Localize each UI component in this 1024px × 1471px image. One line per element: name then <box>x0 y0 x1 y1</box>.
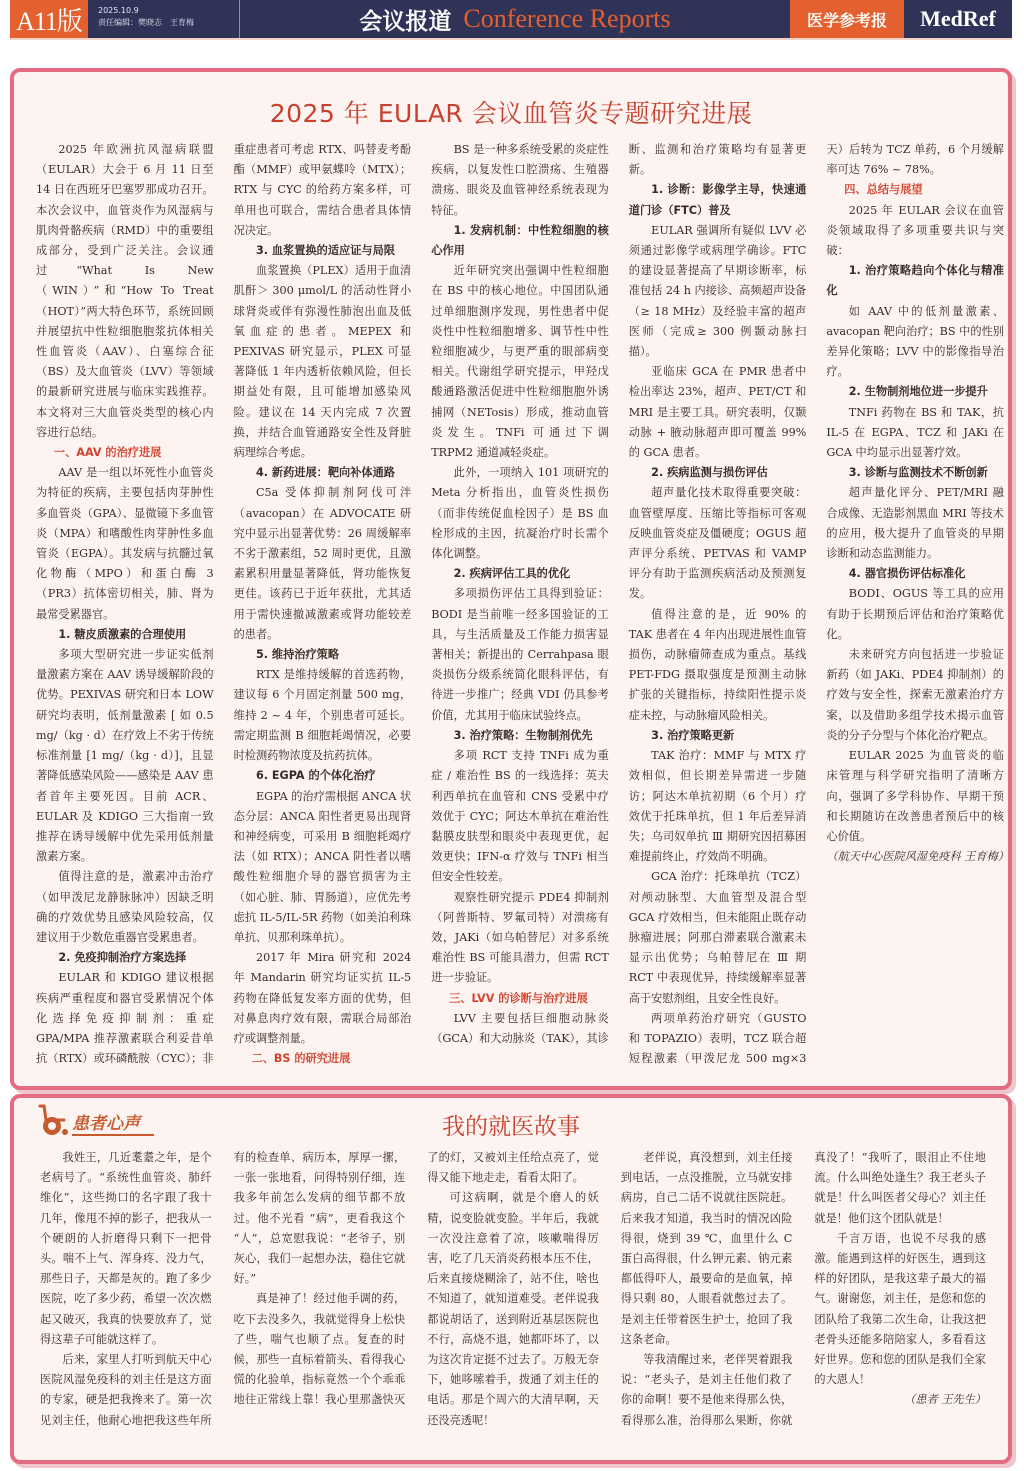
article-paragraph: 2025 年欧洲抗风湿病联盟（EULAR）大会于 6 月 11 日至 14 日在西班牙巴塞罗那成功召开。本次会议中，血管炎作为风湿病与肌肉骨骼疾病（RMD）中的重要组成部分，受到广泛关注。会议通过“What Is New（WIN）”和“How To Treat（HOT）”两大特色环节，系统回顾并展望抗中性粒细胞胞浆抗体相关性血管炎（AAV）、白塞综合征（BS）及大血管炎（LVV）等领域的最新研究进展与临床实践推荐。本文将对三大血管炎类型的核心内容进行总结。 <box>36 143 214 439</box>
masthead-divider <box>10 38 1012 40</box>
subsection-heading: 1. 治疗策略趋向个体化与精准化 <box>826 264 1004 298</box>
article-paragraph: LVV 主要包括巨细胞动脉炎（GCA）和大动脉炎（TAK），其诊断、监测和治疗策略均有显著更新。 <box>431 143 807 1045</box>
article-paragraph: 超声量化评分、PET/MRI 融合成像、无造影剂黑血 MRI 等技术的应用，极大提升了血管炎的早期诊断和动态监测能力。 <box>826 486 1004 561</box>
subsection-heading: 4. 新药进展：靶向补体通路 <box>255 466 395 480</box>
article-paragraph: 血浆置换（PLEX）适用于血清肌酐＞ 300 μmol/L 的活动性肾小球肾炎或伴有弥漫性肺泡出血及低氧血症的患者。MEPEX 和 PEXIVAS 研究显示，PLEX 可显著降低 1 年内透析依赖风险，但长期益处有限，且可能增加感染风险。建议在 14 天内完成 7 次置换，并结合血管通路安全性及肾脏病理综合考虑。 <box>233 264 412 460</box>
article-panel <box>10 68 1012 1090</box>
story-paragraph: 可这病啊，就是个磨人的妖精，说变脸就变脸。半年后，我就一次没注意着了凉，咳嗽喘得厉害，吃了几天消炎药根本压不住，后来直接烧糊涂了，站不住，啥也不知道了，就知道难受。老伴说我都说胡话了，送到附近基层医院也不行，高烧不退，她都吓坏了，以为这次肯定挺不过去了。万般无奈下，她哆嗦着手，拨通了刘主任的电话。那是个周六的大清早啊，天还没亮透呢！ <box>427 1191 599 1427</box>
article-paragraph: EULAR 2025 为血管炎的临床管理与科学研究指明了清晰方向，强调了多学科协作、早期干预和长期随访在改善患者预后中的核心价值。 <box>826 749 1004 843</box>
story-body <box>40 1148 986 1448</box>
masthead <box>10 0 1012 38</box>
author-byline: （航天中心医院风湿免疫科 王育梅） <box>826 850 1009 864</box>
article-paragraph: 2017 年 Mira 研究和 2024 年 Mandarin 研究均证实抗 IL-5 药物在降低复发率方面的优势，但对鼻息肉疗效有限，需联合局部治疗或调整剂量。 <box>233 951 412 1045</box>
article-paragraph: BS 是一种多系统受累的炎症性疾病，以复发性口腔溃疡、生殖器溃疡、眼炎及血管神经系统表现为特征。 <box>431 143 609 217</box>
story-paragraph: 等我清醒过来，老伴哭着跟我说：“老头子，是刘主任他们救了你的命啊！要不是他来得那么快，看得那么准，治得那么果断，你就真没了！”我听了，眼泪止不住地流。什么叫绝处逢生？我王老头子就是！什么叫医者父母心？刘主任就是！他们这个团队就是！ <box>620 1151 986 1427</box>
subsection-heading: 6. EGPA 的个体化治疗 <box>255 769 376 783</box>
article-paragraph: 两项单药治疗研究（GUSTO 和 TOPAZIO）表明，TCZ 联合超短程激素（甲泼尼龙 500 mg×3 天）后转为 TCZ 单药，6 个月缓解率可达 76% ~ 78%。 <box>628 143 1004 1066</box>
story-paragraph: 后来，家里人打听到航天中心医院风湿免疫科的刘主任是这方面的专家，硬是把我搀来了。第一次见刘主任，他耐心地把我这些年所有的检查单、病历本，厚厚一摞，一张一张地看，问得特别仔细，连我多年前怎么发病的细节都不放过。他不光看 “病”，更看我这个 “人”，总宽慰我说：“老爷子，别灰心，我们一起想办法，稳住它就好。” <box>40 1151 406 1427</box>
subsection-heading: 2. 疾病监测与损伤评估 <box>651 466 768 480</box>
editors-line: 责任编辑：樊晓志 王育梅 <box>98 18 194 27</box>
story-panel <box>10 1094 1012 1464</box>
subsection-heading: 5. 维持治疗策略 <box>255 648 340 662</box>
article-paragraph: TNFi 药物在 BS 和 TAK，抗 IL-5 在 EGPA、TCZ 和 JAKi 在 GCA 中均显示出显著疗效。 <box>826 405 1004 460</box>
subsection-heading: 3. 治疗策略：生物制剂优先 <box>453 728 593 742</box>
article-paragraph: GCA 治疗：托珠单抗（TCZ）对颅动脉型、大血管型及混合型 GCA 疗效相当，但未能阻止既存动脉瘤进展；阿那白滞素联合激素未显示出优势；乌帕替尼在 Ⅲ 期 RCT 中表现优异，持续缓解率显著高于安慰剂组，且安全性良好。 <box>628 870 807 1005</box>
subsection-heading: 2. 生物制剂地位进一步提升 <box>848 385 988 399</box>
section-heading: 一、AAV 的治疗进展 <box>53 446 162 460</box>
article-paragraph: BODI、OGUS 等工具的应用有助于长期预后评估和治疗策略优化。 <box>826 587 1004 641</box>
article-title: 2025 年 EULAR 会议血管炎专题研究进展 <box>269 99 753 128</box>
story-paragraph: 真是神了！经过他手调的药，吃下去没多久，我就觉得身上松快了些，喘气也顺了点。复查的时候，那些一直标着箭头、看得我心慌的化验单，指标竟然一个个乖乖地往正常线上靠！我心里那盏快灭了的灯，又被刘主任给点亮了，觉得又能下地走走，看看太阳了。 <box>233 1151 599 1407</box>
edition-label: A11版 <box>10 0 88 38</box>
article-paragraph: 未来研究方向包括进一步验证新药（如 JAKi、PDE4 抑制剂）的疗效与安全性，探索无激素治疗方案，以及借助多组学技术揭示血管炎的分子分型与个体化治疗靶点。 <box>826 648 1004 742</box>
section-heading: 三、LVV 的诊断与治疗进展 <box>449 991 588 1005</box>
patient-voice-label: 患者心声 <box>72 1109 154 1136</box>
masthead-meta <box>88 0 240 38</box>
brand-logo-en: MedRef <box>920 6 996 31</box>
article-paragraph: 多项大型研究进一步证实低剂量激素方案在 AAV 诱导缓解阶段的优势。PEXIVAS 研究和日本 LOW 研究均表明，低剂量激素 [ 如 0.5 mg/（kg · d）在疗效上不劣于传统标准剂量 [1 mg/（kg · d）]，且显著降低感染风险——感染是 AAV 患者首年主要死因。目前 ACR、EULAR 及 KDIGO 三大指南一致推荐在诱导缓解中优先采用低剂量激素方案。 <box>36 648 214 864</box>
article-paragraph: EULAR 强调所有疑似 LVV 必须通过影像学或病理学确诊。FTC 的建设显著提高了早期诊断率，标准包括 24 h 内接诊、高频超声设备（≥ 18 MHz）及经验丰富的超声医师（完成≥ 300 例颞动脉扫描）。 <box>628 223 807 359</box>
issue-date: 2025.10.9 <box>98 6 139 15</box>
article-paragraph: 亚临床 GCA 在 PMR 患者中检出率达 23%，超声、PET/CT 和 MRI 是主要工具。研究表明，仅颞动脉 + 腋动脉超声即可覆盖 99% 的 GCA 患者。 <box>628 365 807 460</box>
article-paragraph: 值得注意的是，激素冲击治疗（如甲泼尼龙静脉脉冲）因缺乏明确的疗效优势且感染风险较高，仅建议用于少数危重器官受累患者。 <box>36 870 214 944</box>
article-paragraph: 观察性研究提示 PDE4 抑制剂（阿普斯特、罗氟司特）对溃疡有效，JAKi（如乌帕替尼）对多系统难治性 BS 可能具潜力，但需 RCT 进一步验证。 <box>431 890 609 985</box>
subsection-heading: 1. 诊断：影像学主导，快速通道门诊（FTC）普及 <box>628 183 807 217</box>
article-paragraph: EULAR 和 KDIGO 建议根据疾病严重程度和器官受累情况个体化选择免疫抑制剂：重症 GPA/MPA 推荐激素联合利妥昔单抗（RTX）或环磷酰胺（CYC）；非重症患者可考虑 RTX、吗替麦考酚酯（MMF）或甲氨蝶呤（MTX）；RTX 与 CYC 的给药方案多样，可单用也可联合，需结合患者具体情况决定。 <box>36 143 412 1066</box>
section-heading: 四、总结与展望 <box>844 183 923 197</box>
subsection-heading: 3. 诊断与监测技术不断创新 <box>848 466 988 480</box>
story-signature: （患者 王先生） <box>904 1393 986 1407</box>
article-paragraph: 近年研究突出强调中性粒细胞在 BS 中的核心地位。中国团队通过单细胞测序发现，男性患者中促炎性中性粒细胞增多、调节性中性粒细胞减少，与更严重的眼部病变相关。代谢组学研究提示，甲羟戊酸通路激活促进中性粒细胞胞外诱捕网（NETosis）形成，推动血管炎发生。TNFi 可通过下调 TRPM2 通道减轻炎症。 <box>431 264 609 460</box>
section-heading: 二、BS 的研究进展 <box>251 1052 351 1066</box>
article-paragraph: 多项 RCT 支持 TNFi 成为重症 / 难治性 BS 的一线选择：英夫利西单抗在血管和 CNS 受累中疗效优于 CYC；阿达木单抗在难治性黏膜皮肤型和眼炎中表现更优，起效更快；IFN-α 疗效与 TNFi 相当但安全性较差。 <box>431 749 609 884</box>
article-paragraph: 多项损伤评估工具得到验证：BODI 是当前唯一经多国验证的工具，与生活质量及工作能力损害显著相关；新提出的 Cerrahpasa 眼炎损伤分级系统简化眼科评估，有待进一步推广；经典 VDI 仍具参考价值，尤其用于临床试验终点。 <box>431 587 609 722</box>
section-title <box>240 0 790 38</box>
subsection-heading: 1. 糖皮质激素的合理使用 <box>58 627 187 641</box>
brand-logo-cn: 医学参考报 <box>790 0 904 38</box>
story-title: 我的就医故事 <box>442 1114 580 1140</box>
story-paragraph: 千言万语，也说不尽我的感激。能遇到这样的好医生，遇到这样的好团队，是我这辈子最大的福气。谢谢您，刘主任，是您和您的团队给了我第二次生命，让我这把老骨头还能多陪陪家人，多看看这好世界。您和您的团队是我们全家的大恩人！ <box>814 1231 986 1387</box>
subsection-heading: 3. 治疗策略更新 <box>651 728 735 742</box>
story-paragraph: 老伴说，真没想到，刘主任接到电话，一点没推脱，立马就安排病房，自己二话不说就往医院赶。后来我才知道，我当时的情况凶险得很，烧到 39 ℃，血里什么 C 蛋白高得很，什么钾元素、钠元素都低得吓人，最要命的是血氧，掉得只剩 80，人眼看就憋过去了。是刘主任带着医生护士，抢回了我这条老命。 <box>620 1151 793 1346</box>
article-paragraph: AAV 是一组以坏死性小血管炎为特征的疾病，主要包括肉芽肿性多血管炎（GPA）、显微镜下多血管炎（MPA）和嗜酸性肉芽肿性多血管炎（EGPA）。其发病与抗髓过氧化物酶（MPO）和蛋白酶 3（PR3）抗体密切相关，肺、肾为最常受累器官。 <box>36 466 214 621</box>
article-paragraph: 此外，一项纳入 101 项研究的 Meta 分析指出，血管炎性损伤（而非传统促血栓因子）是 BS 血栓形成的主因，抗凝治疗时长需个体化调整。 <box>431 466 609 561</box>
article-body <box>36 140 1009 1080</box>
subsection-heading: 1. 发病机制：中性粒细胞的核心作用 <box>431 223 609 258</box>
subsection-heading: 4. 器官损伤评估标准化 <box>848 567 966 581</box>
article-paragraph: C5a 受体抑制剂阿伐可泮（avacopan）在 ADVOCATE 研究中显示出显著优势：26 周缓解率不劣于激素组，52 周时更优，且激素累积用量显著降低，肾功能恢复更佳。该药已于近年获批，尤其适用于需快速撤减激素或肾功能较差的患者。 <box>233 486 412 641</box>
section-title-en: Conference Reports <box>463 4 671 33</box>
subsection-heading: 2. 免疫抑制治疗方案选择 <box>58 951 187 965</box>
story-paragraph: 我姓王，几近耄耋之年，是个老病号了。“系统性血管炎、肺纤维化”，这些拗口的名字跟了我十几年，像甩不掉的影子，把我从一个硬朗的人折磨得只剩下一把骨头。喘不上气、浑身疼、没力气，那些日子，天都是灰的。跑了多少医院，吃了多少药，希望一次次燃起又破灭，我真的快要放弃了，觉得这辈子可能就这样了。 <box>40 1151 212 1346</box>
article-paragraph: 如 AAV 中的低剂量激素、avacopan 靶向治疗；BS 中的性别差异化策略；LVV 中的影像指导治疗。 <box>826 304 1004 379</box>
article-paragraph: 超声量化技术取得重要突破：血管壁厚度、压缩比等指标可客观反映血管炎症及僵硬度；OGUS 超声评分系统、PETVAS 和 VAMP 评分有助于监测疾病活动及预测复发。 <box>628 486 807 601</box>
article-paragraph: EGPA 的治疗需根据 ANCA 状态分层：ANCA 阳性者更易出现肾和神经病变，可采用 B 细胞耗竭疗法（如 RTX）；ANCA 阴性者以嗜酸性粒细胞介导的器官损害为主（如心脏、肺、胃肠道），应优先考虑抗 IL-5/IL-5R 药物（如美泊利珠单抗、贝那利珠单抗）。 <box>233 789 412 944</box>
article-paragraph: TAK 治疗：MMF 与 MTX 疗效相似，但长期差异需进一步随访；阿达木单抗初期（6 个月）疗效优于托珠单抗，但 1 年后差异消失；乌司奴单抗 Ⅲ 期研究因招募困难提前终止，疗效尚不明确。 <box>628 749 807 864</box>
article-paragraph: RTX 是维持缓解的首选药物，建议每 6 个月固定剂量 500 mg，维持 2 ~ 4 年，个别患者可延长。需定期监测 B 细胞耗竭情况，必要时检测药物浓度及抗药抗体。 <box>233 668 412 763</box>
subsection-heading: 3. 血浆置换的适应证与局限 <box>255 244 395 258</box>
subsection-heading: 2. 疾病评估工具的优化 <box>453 567 571 581</box>
section-title-cn: 会议报道 <box>359 7 452 35</box>
article-paragraph: 值得注意的是，近 90% 的 TAK 患者在 4 年内出现进展性血管损伤，动脉瘤筛查成为重点。基线 PET-FDG 摄取强度是预测主动脉扩张的关键指标，持续阳性提示炎症未控，与动脉瘤风险相关。 <box>628 607 807 722</box>
article-paragraph: 2025 年 EULAR 会议在血管炎领域取得了多项重要共识与突破： <box>826 203 1004 258</box>
